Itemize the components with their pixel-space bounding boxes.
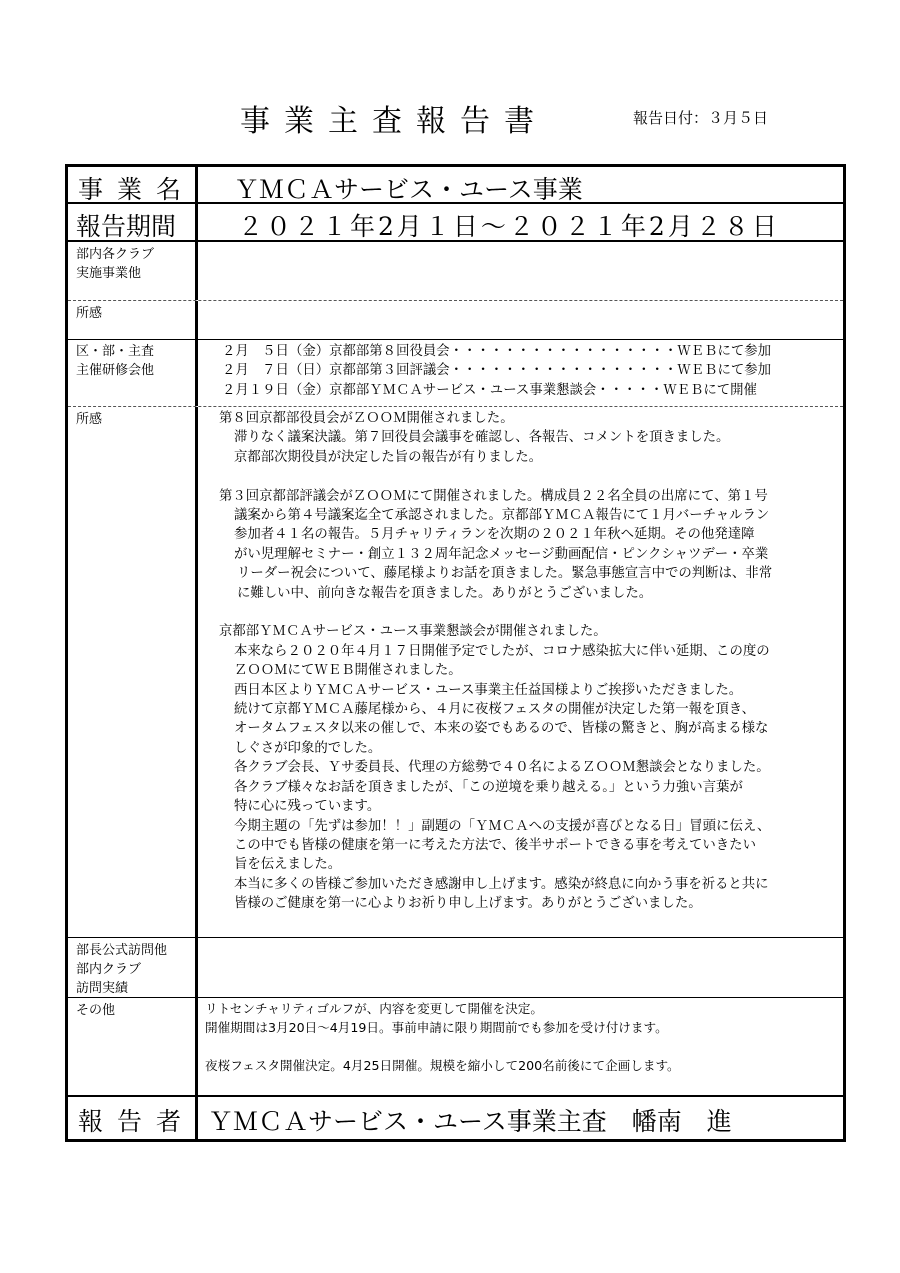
report-date: 報告日付：３月５日 xyxy=(633,109,769,127)
event-item: ２月 ７日（日）京都部第３回評議会・・・・・・・・・・・・・・・・・ＷＥＢにて参加 xyxy=(222,363,772,379)
impression-paragraph-council: 第３回京都部評議会がＺＯＯＭにて開催されました。構成員２２名全員の出席にて、第１号 議案から第４号議案迄全て承認されました。京都部ＹＭＣＡ報告にて１月バーチャルラン 参加者４１名の報告。５月チャリティランを次期の２０２１年秋へ延期。その他発達障 がい児理解セミナー・創立１３２周年記念メッセージ動画配信・ピンクシャツデー・卒業 リーダー祝会について、藤尾様よりお話を頂きました。緊急事態宣言中での判断は、非常 に難しい中、前向きな報告を頂きました。ありがとうございました。 xyxy=(219,488,773,601)
official-visits-label: 部長公式訪問他 部内クラブ 訪問実績 xyxy=(68,938,198,997)
official-visits-row xyxy=(68,938,843,998)
reporter-row xyxy=(68,1097,843,1139)
other-line: 開催期間は3月20日～4月19日。事前申請に限り期間前でも参加を受け付けます。 xyxy=(205,1020,668,1035)
district-impressions-content xyxy=(198,407,843,937)
district-events-label: 区・部・主査 主催研修会他 xyxy=(68,340,198,406)
district-impressions-row xyxy=(68,407,843,938)
club-impressions-content xyxy=(198,301,843,339)
district-impressions-label: 所感 xyxy=(68,407,198,937)
reporter-name: ＹＭＣＡサービス・ユース事業主査 幡南 進 xyxy=(208,1107,732,1136)
report-table xyxy=(65,164,846,1142)
impression-paragraph-board-meeting: 第８回京都部役員会がＺＯＯＭ開催されました。 滞りなく議案決議。第７回役員会議事を確認し、各報告、コメントを頂きました。 京都部次期役員が決定した旨の報告が有りました。 xyxy=(219,411,730,465)
other-line: リトセンチャリティゴルフが、内容を変更して開催を決定。 xyxy=(205,1001,544,1016)
document-title: 事業主査報告書 xyxy=(240,104,548,139)
event-item: ２月１９日（金）京都部ＹＭＣＡサービス・ユース事業懇談会・・・・・ＷＥＢにて開催 xyxy=(222,382,757,398)
period-row xyxy=(68,204,843,242)
other-line xyxy=(205,1037,843,1056)
club-activities-label: 部内各クラブ 実施事業他 xyxy=(68,242,198,300)
project-label: 事業名 xyxy=(68,167,198,202)
club-activities-row xyxy=(68,242,843,301)
club-activities-content xyxy=(198,242,843,300)
official-visits-content xyxy=(198,938,843,997)
reporter-label: 報告者 xyxy=(68,1097,198,1139)
other-content xyxy=(198,998,843,1095)
event-item: ２月 ５日（金）京都部第８回役員会・・・・・・・・・・・・・・・・・ＷＥＢにて参加 xyxy=(222,344,772,359)
other-line: 夜桜フェスタ開催決定。4月25日開催。規模を縮小して200名前後にて企画します。 xyxy=(205,1058,680,1073)
impression-paragraph-youth-forum: 京都部ＹＭＣＡサービス・ユース事業懇談会が開催されました。 本来なら２０２０年４月１７日開催予定でしたが、コロナ感染拡大に伴い延期、この度の ＺＯＯＭにてＷＥＢ開催されました。 西日本区よりＹＭＣＡサービス・ユース事業主任益国様よりご挨拶いただきました。 続けて京都ＹＭＣＡ藤尾様から、４月に夜桜フェスタの開催が決定した第一報を頂き、 オータムフェスタ以来の催しで、本来の姿でもあるので、皆様の驚きと、胸が高まる様な しぐさが印象的でした。 各クラブ会長、Ｙサ委員長、代理の方総勢で４０名によるＺＯＯＭ懇談会となりました。 各クラブ様々なお話を頂きましたが、「この逆境を乗り越える。」という力強い言葉が 特に心に残っています。 今期主題の「先ずは参加！！」副題の「ＹＭＣＡへの支援が喜びとなる日」冒頭に伝え、 この中でも皆様の健康を第一に考えた方法で、後半サポートできる事を考えていきたい 旨を伝えました。 本当に多くの皆様ご参加いただき感謝申し上げます。感染が終息に向かう事を祈ると共に 皆様のご健康を第一に心よりお祈り申し上げます。ありがとうございました。 xyxy=(219,624,771,912)
district-events-row xyxy=(68,340,843,407)
club-impressions-row xyxy=(68,301,843,340)
project-row xyxy=(68,167,843,204)
project-name: ＹＭＣＡサービス・ユース事業 xyxy=(234,175,583,204)
period-label: 報告期間 xyxy=(68,204,198,240)
period-value: ２０２１年2月１日～２０２１年2月２８日 xyxy=(238,212,780,241)
other-row xyxy=(68,998,843,1097)
club-impressions-label: 所感 xyxy=(68,301,198,339)
other-label: その他 xyxy=(68,998,198,1095)
district-events-list xyxy=(198,340,843,406)
